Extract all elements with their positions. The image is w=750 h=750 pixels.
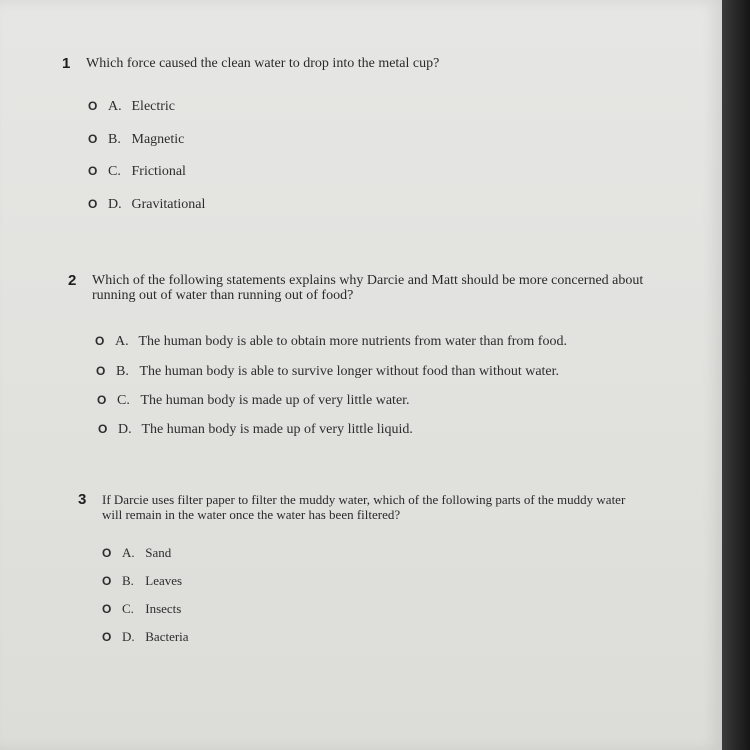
answer-bubble[interactable]: O bbox=[88, 99, 98, 113]
choice-text: The human body is made up of very little liquid. bbox=[141, 422, 413, 437]
answer-choice-1b[interactable] bbox=[88, 132, 184, 148]
answer-bubble[interactable]: O bbox=[102, 602, 112, 616]
answer-choice-1d[interactable] bbox=[88, 197, 205, 213]
question-number: 3 bbox=[78, 491, 87, 508]
choice-text: The human body is able to obtain more nutrients from water than from food. bbox=[138, 334, 567, 349]
answer-choice-2b[interactable] bbox=[96, 364, 559, 380]
question-text: If Darcie uses filter paper to filter the muddy water, which of the following parts of the muddy water will remain in the water once the water has been filtered? bbox=[102, 492, 626, 522]
answer-choice-1a[interactable] bbox=[88, 99, 175, 115]
answer-choice-2c[interactable] bbox=[97, 393, 410, 409]
screen-edge-shadow bbox=[722, 0, 750, 750]
answer-bubble[interactable]: O bbox=[102, 546, 112, 560]
answer-bubble[interactable]: O bbox=[97, 393, 107, 407]
choice-text: Magnetic bbox=[131, 132, 185, 147]
choice-letter: C. bbox=[117, 393, 130, 408]
answer-bubble[interactable]: O bbox=[102, 630, 112, 644]
choice-text: Insects bbox=[145, 601, 182, 616]
question-text: Which force caused the clean water to drop into the metal cup? bbox=[86, 56, 440, 71]
choice-text: Electric bbox=[131, 99, 176, 114]
answer-bubble[interactable]: O bbox=[98, 422, 108, 436]
answer-choice-3d[interactable] bbox=[102, 629, 189, 645]
choice-text: The human body is able to survive longer without food than without water. bbox=[139, 364, 560, 379]
answer-choice-3c[interactable] bbox=[102, 601, 181, 617]
answer-choice-1c[interactable] bbox=[88, 164, 186, 180]
choice-letter: D. bbox=[118, 422, 132, 437]
question-text: Which of the following statements explains why Darcie and Matt should be more concerned about running out of water than running out of food? bbox=[92, 273, 644, 303]
question-3 bbox=[78, 491, 678, 531]
answer-bubble[interactable]: O bbox=[88, 197, 98, 211]
question-number: 1 bbox=[62, 55, 71, 72]
answer-bubble[interactable]: O bbox=[96, 364, 106, 378]
choice-text: Bacteria bbox=[145, 629, 189, 644]
choice-text: The human body is made up of very little water. bbox=[140, 393, 410, 408]
choice-text: Gravitational bbox=[131, 197, 206, 212]
choice-letter: B. bbox=[122, 573, 134, 588]
answer-choice-2a[interactable] bbox=[95, 334, 567, 350]
choice-letter: D. bbox=[108, 197, 122, 212]
question-number: 2 bbox=[68, 272, 77, 289]
choice-text: Leaves bbox=[145, 573, 183, 588]
answer-choice-2d[interactable] bbox=[98, 422, 413, 438]
choice-letter: A. bbox=[108, 99, 122, 114]
choice-text: Frictional bbox=[131, 164, 186, 179]
choice-letter: C. bbox=[108, 164, 121, 179]
answer-bubble[interactable]: O bbox=[102, 574, 112, 588]
answer-choice-3b[interactable] bbox=[102, 573, 182, 589]
choice-letter: D. bbox=[122, 629, 135, 644]
choice-letter: B. bbox=[116, 364, 129, 379]
answer-bubble[interactable]: O bbox=[88, 164, 98, 178]
answer-bubble[interactable]: O bbox=[95, 334, 105, 348]
choice-letter: C. bbox=[122, 601, 134, 616]
choice-letter: A. bbox=[115, 334, 129, 349]
choice-letter: A. bbox=[122, 545, 135, 560]
question-2 bbox=[68, 272, 668, 312]
choice-text: Sand bbox=[145, 545, 172, 560]
answer-bubble[interactable]: O bbox=[88, 132, 98, 146]
answer-choice-3a[interactable] bbox=[102, 545, 171, 561]
choice-letter: B. bbox=[108, 132, 121, 147]
